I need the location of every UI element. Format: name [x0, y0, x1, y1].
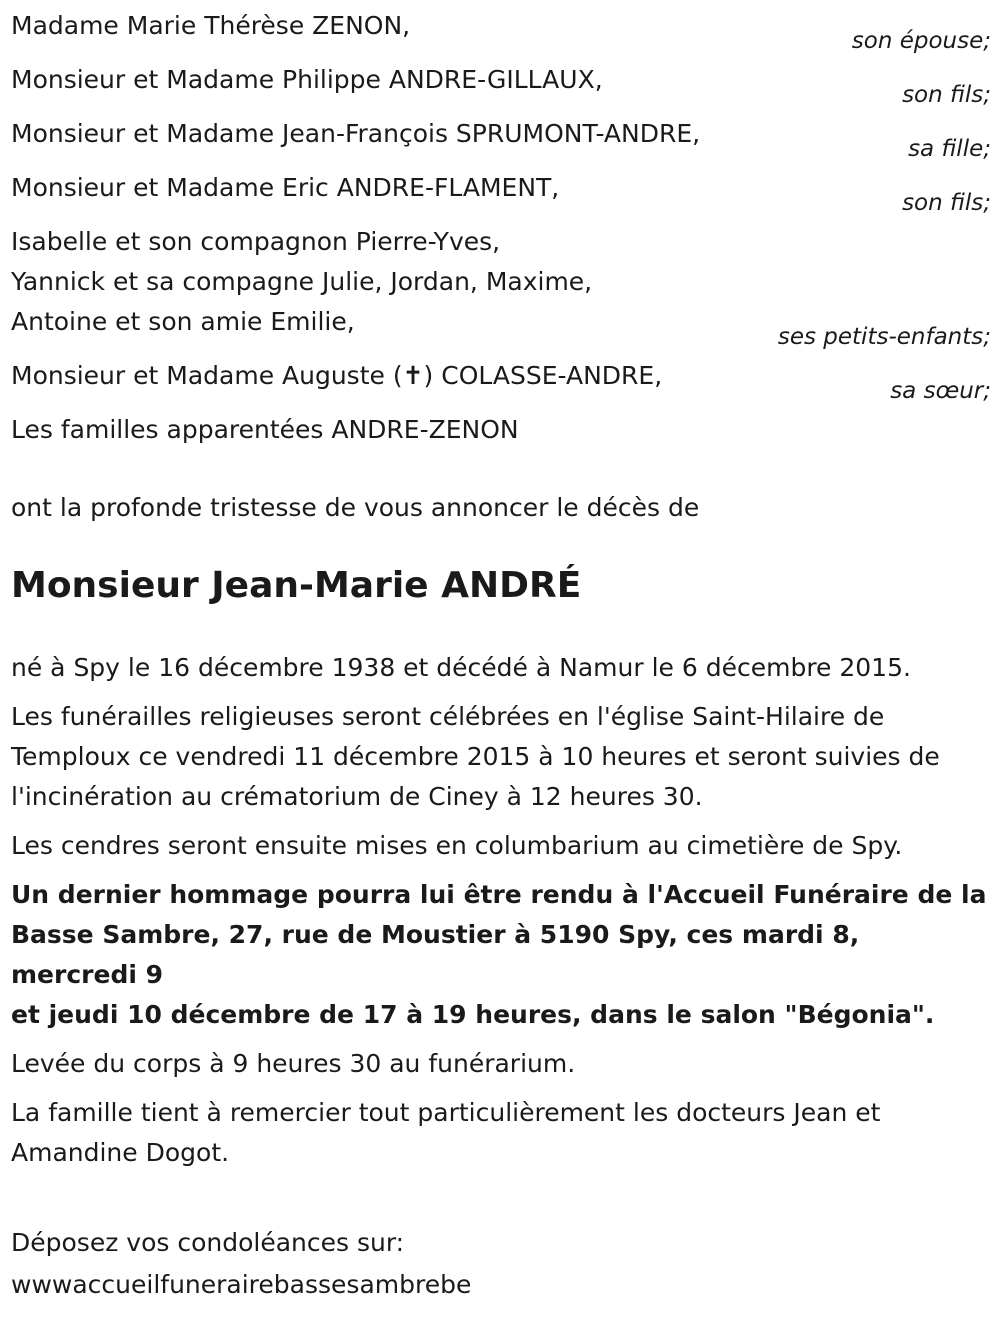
- grandchildren-entry: [11, 222, 991, 350]
- homage-line: Un dernier hommage pourra lui être rendu à l'Accueil Funéraire de la: [11, 880, 987, 909]
- family-member-role: son fils;: [902, 82, 991, 108]
- sister-entry: [11, 356, 991, 404]
- homage-paragraph: [11, 875, 991, 1035]
- levee-text: Levée du corps à 9 heures 30 au funérarium.: [11, 1049, 576, 1078]
- thanks-paragraph: [11, 1093, 991, 1173]
- family-member-name: Monsieur et Madame Jean-François SPRUMONT-ANDRE,: [11, 119, 701, 148]
- condolences-label: Déposez vos condoléances sur:: [11, 1228, 405, 1257]
- funeral-line: Les funérailles religieuses seront célébrées en l'église Saint-Hilaire de: [11, 702, 885, 731]
- homage-line: et jeudi 10 décembre de 17 à 19 heures, dans le salon "Bégonia".: [11, 1000, 935, 1029]
- deceased-name: Monsieur Jean-Marie ANDRÉ: [11, 565, 582, 606]
- grandchild-line: Yannick et sa compagne Julie, Jordan, Maxime,: [11, 267, 593, 296]
- family-member-role: son fils;: [902, 190, 991, 216]
- funeral-line: l'incinération au crématorium de Ciney à 12 heures 30.: [11, 782, 703, 811]
- grandchildren-role: ses petits-enfants;: [777, 324, 991, 350]
- related-families: Les familles apparentées ANDRE-ZENON: [11, 415, 519, 444]
- family-member-name: Madame Marie Thérèse ZENON,: [11, 11, 411, 40]
- family-member-role: son épouse;: [851, 28, 991, 54]
- thanks-line: Amandine Dogot.: [11, 1138, 230, 1167]
- ashes-text: Les cendres seront ensuite mises en columbarium au cimetière de Spy.: [11, 831, 903, 860]
- family-entry: [11, 114, 991, 162]
- family-member-role: sa fille;: [908, 136, 991, 162]
- family-member-name: Monsieur et Madame Philippe ANDRE-GILLAUX,: [11, 65, 603, 94]
- homage-line: Basse Sambre, 27, rue de Moustier à 5190 Spy, ces mardi 8, mercredi 9: [11, 920, 860, 989]
- family-list: [11, 6, 991, 450]
- family-entry: [11, 60, 991, 108]
- grandchild-line: Antoine et son amie Emilie,: [11, 307, 355, 336]
- thanks-line: La famille tient à remercier tout particulièrement les docteurs Jean et: [11, 1098, 881, 1127]
- grandchild-line: Isabelle et son compagnon Pierre-Yves,: [11, 227, 501, 256]
- family-member-name: Monsieur et Madame Eric ANDRE-FLAMENT,: [11, 173, 560, 202]
- condolences-section: [11, 1222, 991, 1306]
- sister-name: Monsieur et Madame Auguste (✝) COLASSE-ANDRE,: [11, 361, 663, 390]
- announcement-intro: ont la profonde tristesse de vous annoncer le décès de: [11, 493, 700, 522]
- funeral-line: Temploux ce vendredi 11 décembre 2015 à 10 heures et seront suivies de: [11, 742, 940, 771]
- sister-role: sa sœur;: [890, 378, 991, 404]
- condolences-url[interactable]: wwwaccueilfunerairebassesambrebe: [11, 1270, 472, 1299]
- details-section: [11, 648, 991, 1173]
- birth-death-text: né à Spy le 16 décembre 1938 et décédé à Namur le 6 décembre 2015.: [11, 653, 911, 682]
- family-entry: [11, 168, 991, 216]
- obituary-notice: [11, 6, 991, 1306]
- funeral-paragraph: [11, 697, 991, 817]
- family-entry: [11, 6, 991, 54]
